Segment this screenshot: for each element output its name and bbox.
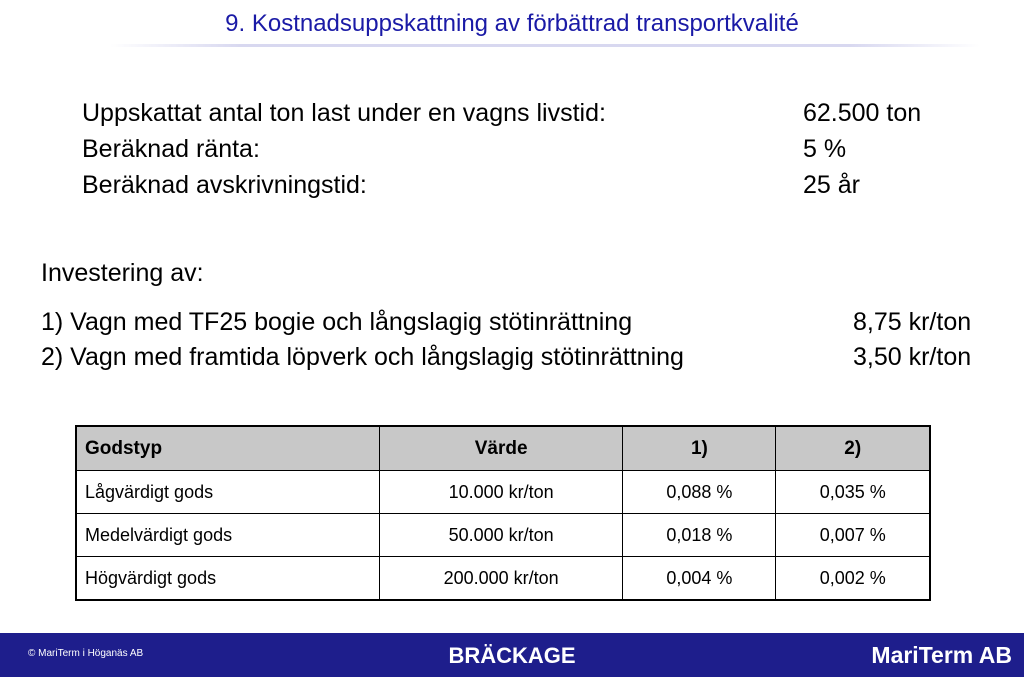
investment-value: 3,50 kr/ton	[853, 343, 972, 371]
table-cell: 50.000 kr/ton	[379, 514, 622, 557]
column-header-option-1: 1)	[623, 426, 776, 471]
footer-section-title: BRÄCKAGE	[448, 643, 576, 668]
cost-table	[75, 425, 931, 601]
column-header-option-2: 2)	[776, 426, 930, 471]
investment-label: 2) Vagn med framtida löpverk och långslagig stötinrättning	[41, 343, 684, 371]
page-title: 9. Kostnadsuppskattning av förbättrad transportkvalité	[225, 10, 799, 37]
table-cell: 0,004 %	[623, 557, 776, 601]
table-cell: 10.000 kr/ton	[379, 471, 622, 514]
title-divider	[110, 44, 980, 47]
footer-bar	[0, 633, 1024, 677]
table-row	[76, 471, 930, 514]
investment-value: 8,75 kr/ton	[853, 308, 972, 336]
column-header-varde: Värde	[379, 426, 622, 471]
table-cell: Medelvärdigt gods	[76, 514, 379, 557]
table-cell: 0,088 %	[623, 471, 776, 514]
investment-label: 1) Vagn med TF25 bogie och långslagig stötinrättning	[41, 308, 633, 336]
footer-brand-logo: MariTerm AB	[871, 642, 1012, 668]
parameter-label: Beräknad avskrivningstid:	[82, 171, 367, 199]
column-header-godstyp: Godstyp	[76, 426, 379, 471]
table-row	[76, 557, 930, 601]
table-cell: 0,035 %	[776, 471, 930, 514]
table-header-row	[76, 426, 930, 471]
parameter-value: 25 år	[803, 171, 860, 199]
investment-heading: Investering av:	[41, 259, 204, 287]
table-cell: 0,018 %	[623, 514, 776, 557]
table-cell: 0,002 %	[776, 557, 930, 601]
footer-copyright: © MariTerm i Höganäs AB	[28, 648, 144, 659]
table-cell: 0,007 %	[776, 514, 930, 557]
table-cell: 200.000 kr/ton	[379, 557, 622, 601]
parameter-value: 5 %	[803, 135, 847, 163]
table-cell: Lågvärdigt gods	[76, 471, 379, 514]
parameter-label: Beräknad ränta:	[82, 135, 260, 163]
table-cell: Högvärdigt gods	[76, 557, 379, 601]
parameter-value: 62.500 ton	[803, 99, 922, 127]
parameter-label: Uppskattat antal ton last under en vagns livstid:	[82, 99, 606, 127]
table-row	[76, 514, 930, 557]
